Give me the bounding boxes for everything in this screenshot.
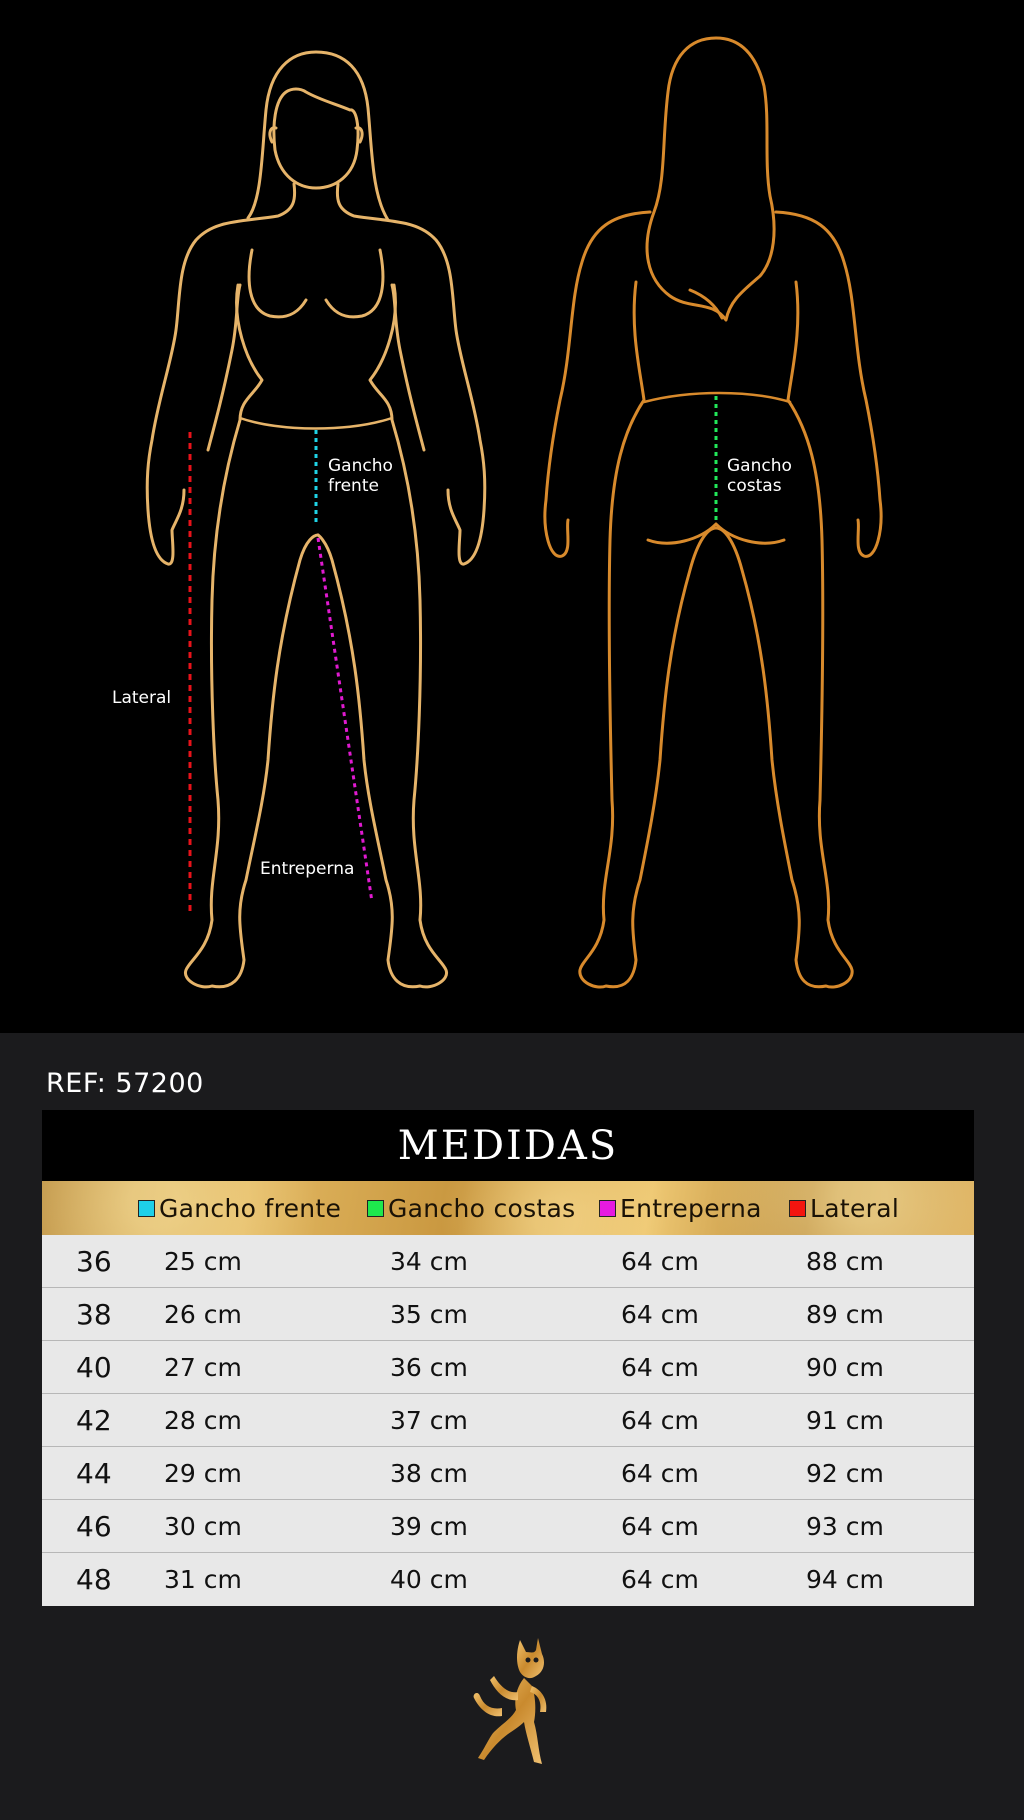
measure-cell-gancho-frente: 27 cm [164,1352,242,1382]
table-row [42,1288,974,1341]
measure-cell-gancho-costas: 40 cm [390,1564,468,1594]
measure-cell-gancho-costas: 38 cm [390,1458,468,1488]
label-gancho-frente: Gancho frente [328,456,393,496]
size-cell: 46 [76,1509,112,1543]
size-cell: 44 [76,1456,112,1490]
table-body [42,1235,974,1606]
measure-cell-entreperna: 64 cm [621,1405,699,1435]
label-gancho-costas: Gancho costas [727,456,792,496]
measure-cell-gancho-frente: 25 cm [164,1246,242,1276]
measure-cell-entreperna: 64 cm [621,1352,699,1382]
size-cell: 38 [76,1297,112,1331]
size-cell: 40 [76,1350,112,1384]
size-cell: 36 [76,1244,112,1278]
cat-mascot-icon [468,1636,558,1772]
measure-cell-entreperna: 64 cm [621,1511,699,1541]
measure-cell-lateral: 88 cm [806,1246,884,1276]
measure-cell-gancho-frente: 28 cm [164,1405,242,1435]
measure-cell-gancho-costas: 39 cm [390,1511,468,1541]
table-row [42,1235,974,1288]
legend-label: Lateral [810,1193,900,1223]
swatch-cyan-icon [138,1200,155,1217]
legend-gancho-frente [138,1181,341,1235]
measure-cell-gancho-costas: 37 cm [390,1405,468,1435]
measure-cell-gancho-frente: 31 cm [164,1564,242,1594]
measure-cell-gancho-frente: 29 cm [164,1458,242,1488]
table-row [42,1341,974,1394]
legend-label: Gancho frente [159,1193,342,1223]
swatch-red-icon [789,1200,806,1217]
measure-cell-gancho-frente: 30 cm [164,1511,242,1541]
table-row [42,1394,974,1447]
measure-cell-lateral: 90 cm [806,1352,884,1382]
measure-cell-gancho-costas: 36 cm [390,1352,468,1382]
label-lateral: Lateral [112,688,172,708]
legend-label: Gancho costas [388,1193,576,1223]
legend-label: Entreperna [620,1193,762,1223]
measure-cell-gancho-frente: 26 cm [164,1299,242,1329]
measure-cell-gancho-costas: 34 cm [390,1246,468,1276]
legend-gancho-costas [367,1181,575,1235]
table-row [42,1500,974,1553]
reference-code: REF: 57200 [46,1068,204,1099]
table-row [42,1553,974,1606]
measure-cell-entreperna: 64 cm [621,1458,699,1488]
table-legend [42,1181,974,1235]
swatch-green-icon [367,1200,384,1217]
measure-cell-entreperna: 64 cm [621,1246,699,1276]
label-entreperna: Entreperna [260,859,355,879]
measure-cell-gancho-costas: 35 cm [390,1299,468,1329]
measure-cell-lateral: 89 cm [806,1299,884,1329]
measure-cell-entreperna: 64 cm [621,1564,699,1594]
entreperna-line [318,538,372,902]
legend-lateral [789,1181,899,1235]
legend-entreperna [599,1181,762,1235]
measure-cell-lateral: 94 cm [806,1564,884,1594]
measure-cell-entreperna: 64 cm [621,1299,699,1329]
measure-cell-lateral: 91 cm [806,1405,884,1435]
size-cell: 42 [76,1403,112,1437]
table-row [42,1447,974,1500]
table-title: MEDIDAS [42,1110,974,1181]
swatch-magenta-icon [599,1200,616,1217]
back-body-outline [545,38,881,987]
size-cell: 48 [76,1562,112,1596]
measure-cell-lateral: 93 cm [806,1511,884,1541]
size-table [42,1110,974,1606]
measure-cell-lateral: 92 cm [806,1458,884,1488]
